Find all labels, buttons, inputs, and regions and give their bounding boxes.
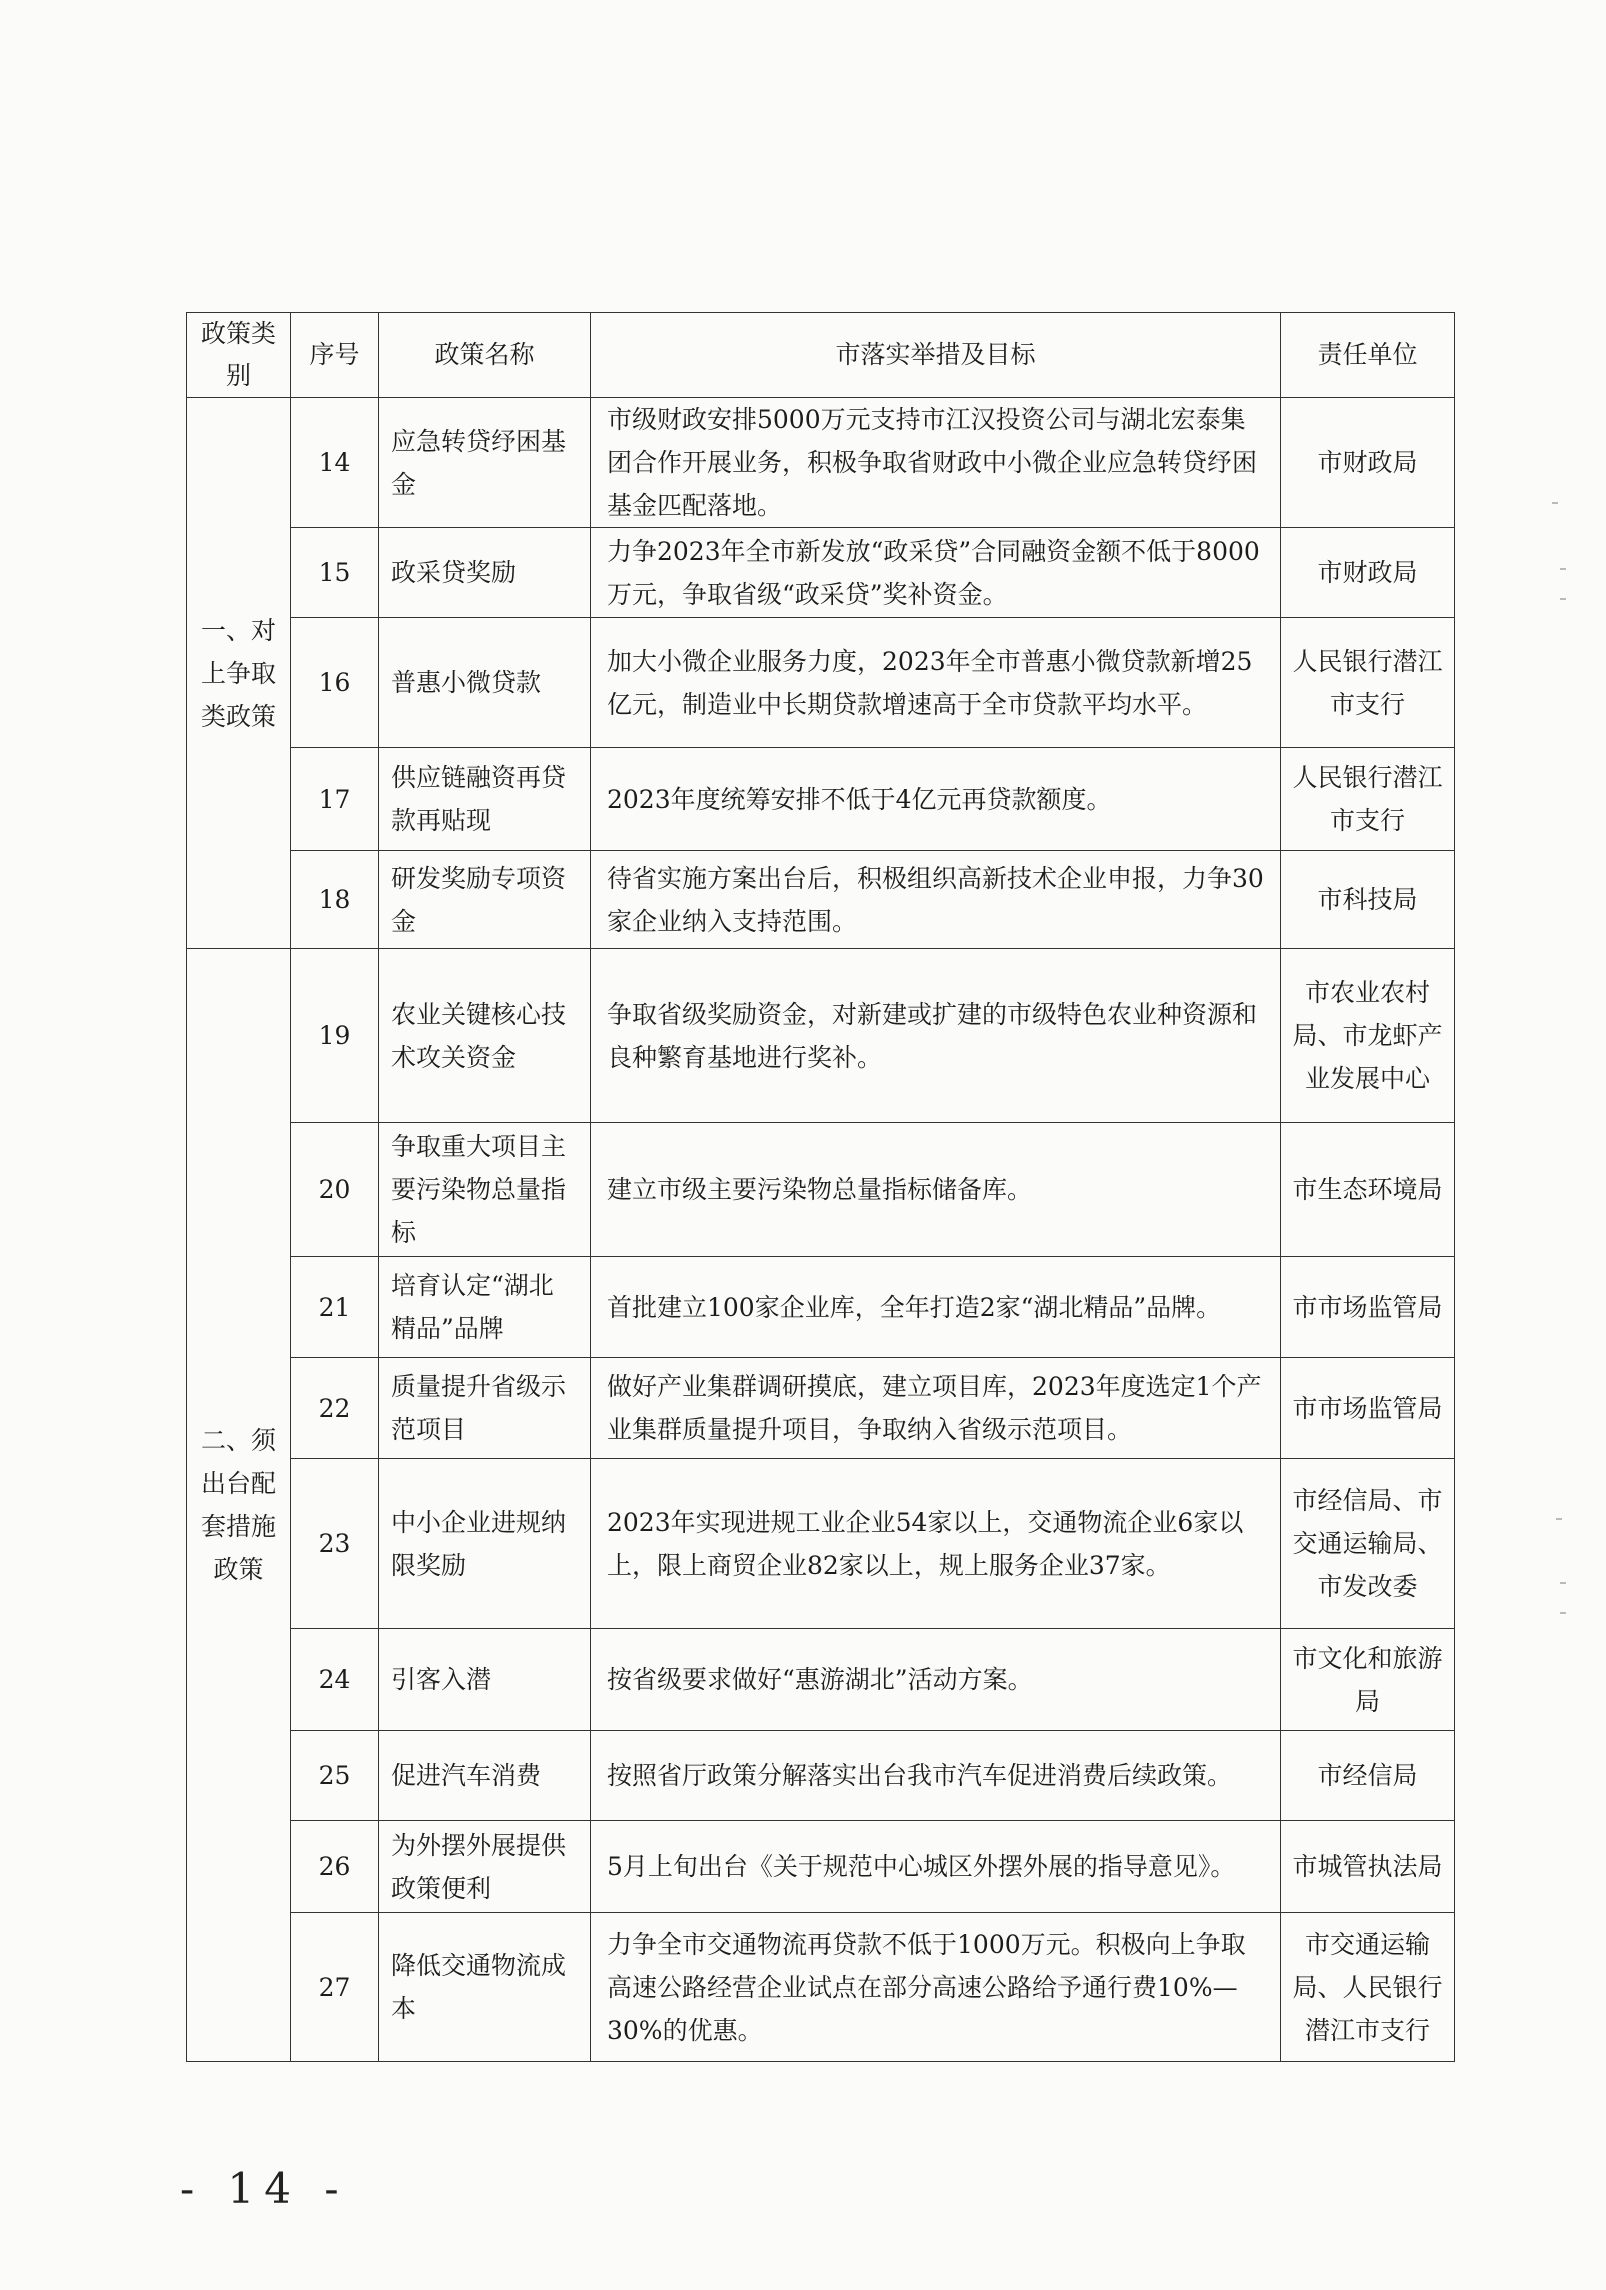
scan-speck xyxy=(1560,1612,1566,1614)
table-row xyxy=(187,1358,1455,1459)
policy-name: 政采贷奖励 xyxy=(379,528,591,618)
responsible-unit: 市科技局 xyxy=(1281,851,1455,949)
row-number: 24 xyxy=(291,1629,379,1731)
policy-name: 质量提升省级示范项目 xyxy=(379,1358,591,1459)
policy-measures: 争取省级奖励资金，对新建或扩建的市级特色农业种资源和良种繁育基地进行奖补。 xyxy=(591,949,1281,1123)
scan-speck xyxy=(1552,502,1558,504)
header-measures: 市落实举措及目标 xyxy=(591,313,1281,398)
row-number: 21 xyxy=(291,1257,379,1358)
policy-measures: 做好产业集群调研摸底，建立项目库，2023年度选定1个产业集群质量提升项目，争取纳入省级示范项目。 xyxy=(591,1358,1281,1459)
responsible-unit: 市城管执法局 xyxy=(1281,1821,1455,1913)
row-number: 22 xyxy=(291,1358,379,1459)
header-category: 政策类别 xyxy=(187,313,291,398)
page-number: - 14 - xyxy=(180,2164,349,2213)
policy-table xyxy=(186,312,1455,2062)
row-number: 16 xyxy=(291,618,379,748)
table-row xyxy=(187,949,1455,1123)
row-number: 26 xyxy=(291,1821,379,1913)
header-row xyxy=(187,313,1455,398)
table-row xyxy=(187,851,1455,949)
header-unit: 责任单位 xyxy=(1281,313,1455,398)
policy-measures: 按省级要求做好“惠游湖北”活动方案。 xyxy=(591,1629,1281,1731)
table-row xyxy=(187,1821,1455,1913)
row-number: 19 xyxy=(291,949,379,1123)
policy-name: 促进汽车消费 xyxy=(379,1731,591,1821)
responsible-unit: 市财政局 xyxy=(1281,398,1455,528)
scan-speck xyxy=(1560,598,1566,600)
row-number: 15 xyxy=(291,528,379,618)
responsible-unit: 人民银行潜江市支行 xyxy=(1281,748,1455,851)
table-row xyxy=(187,398,1455,528)
category-cell: 二、须出台配套措施政策 xyxy=(187,949,291,2062)
policy-measures: 2023年度统筹安排不低于4亿元再贷款额度。 xyxy=(591,748,1281,851)
row-number: 27 xyxy=(291,1913,379,2062)
responsible-unit: 市市场监管局 xyxy=(1281,1257,1455,1358)
row-number: 18 xyxy=(291,851,379,949)
policy-measures: 建立市级主要污染物总量指标储备库。 xyxy=(591,1123,1281,1257)
responsible-unit: 市经信局 xyxy=(1281,1731,1455,1821)
table-row xyxy=(187,1731,1455,1821)
table-row xyxy=(187,618,1455,748)
category-cell: 一、对上争取类政策 xyxy=(187,398,291,949)
table-row xyxy=(187,528,1455,618)
scan-speck xyxy=(1560,1582,1566,1584)
policy-measures: 2023年实现进规工业企业54家以上，交通物流企业6家以上，限上商贸企业82家以上，规上服务企业37家。 xyxy=(591,1459,1281,1629)
policy-name: 研发奖励专项资金 xyxy=(379,851,591,949)
row-number: 23 xyxy=(291,1459,379,1629)
policy-measures: 待省实施方案出台后，积极组织高新技术企业申报，力争30家企业纳入支持范围。 xyxy=(591,851,1281,949)
policy-measures: 市级财政安排5000万元支持市江汉投资公司与湖北宏泰集团合作开展业务，积极争取省财政中小微企业应急转贷纾困基金匹配落地。 xyxy=(591,398,1281,528)
table-row xyxy=(187,748,1455,851)
policy-name: 培育认定“湖北精品”品牌 xyxy=(379,1257,591,1358)
table-row xyxy=(187,1257,1455,1358)
policy-name: 引客入潜 xyxy=(379,1629,591,1731)
table-row xyxy=(187,1629,1455,1731)
policy-measures: 力争2023年全市新发放“政采贷”合同融资金额不低于8000万元，争取省级“政采贷”奖补资金。 xyxy=(591,528,1281,618)
policy-name: 中小企业进规纳限奖励 xyxy=(379,1459,591,1629)
policy-measures: 加大小微企业服务力度，2023年全市普惠小微贷款新增25亿元，制造业中长期贷款增速高于全市贷款平均水平。 xyxy=(591,618,1281,748)
row-number: 20 xyxy=(291,1123,379,1257)
policy-name: 应急转贷纾困基金 xyxy=(379,398,591,528)
table-row xyxy=(187,1459,1455,1629)
policy-measures: 首批建立100家企业库，全年打造2家“湖北精品”品牌。 xyxy=(591,1257,1281,1358)
policy-name: 为外摆外展提供政策便利 xyxy=(379,1821,591,1913)
scan-speck xyxy=(1560,568,1566,570)
policy-name: 降低交通物流成本 xyxy=(379,1913,591,2062)
table-row xyxy=(187,1123,1455,1257)
policy-measures: 按照省厅政策分解落实出台我市汽车促进消费后续政策。 xyxy=(591,1731,1281,1821)
policy-measures: 力争全市交通物流再贷款不低于1000万元。积极向上争取高速公路经营企业试点在部分高速公路给予通行费10%—30%的优惠。 xyxy=(591,1913,1281,2062)
responsible-unit: 市财政局 xyxy=(1281,528,1455,618)
responsible-unit: 市交通运输局、人民银行潜江市支行 xyxy=(1281,1913,1455,2062)
header-number: 序号 xyxy=(291,313,379,398)
scan-speck xyxy=(1556,1518,1562,1520)
policy-name: 农业关键核心技术攻关资金 xyxy=(379,949,591,1123)
responsible-unit: 市生态环境局 xyxy=(1281,1123,1455,1257)
responsible-unit: 市市场监管局 xyxy=(1281,1358,1455,1459)
row-number: 25 xyxy=(291,1731,379,1821)
header-name: 政策名称 xyxy=(379,313,591,398)
table-row xyxy=(187,1913,1455,2062)
policy-name: 普惠小微贷款 xyxy=(379,618,591,748)
responsible-unit: 市经信局、市交通运输局、市发改委 xyxy=(1281,1459,1455,1629)
policy-name: 供应链融资再贷款再贴现 xyxy=(379,748,591,851)
policy-measures: 5月上旬出台《关于规范中心城区外摆外展的指导意见》。 xyxy=(591,1821,1281,1913)
row-number: 14 xyxy=(291,398,379,528)
responsible-unit: 市农业农村局、市龙虾产业发展中心 xyxy=(1281,949,1455,1123)
row-number: 17 xyxy=(291,748,379,851)
policy-name: 争取重大项目主要污染物总量指标 xyxy=(379,1123,591,1257)
responsible-unit: 人民银行潜江市支行 xyxy=(1281,618,1455,748)
responsible-unit: 市文化和旅游局 xyxy=(1281,1629,1455,1731)
